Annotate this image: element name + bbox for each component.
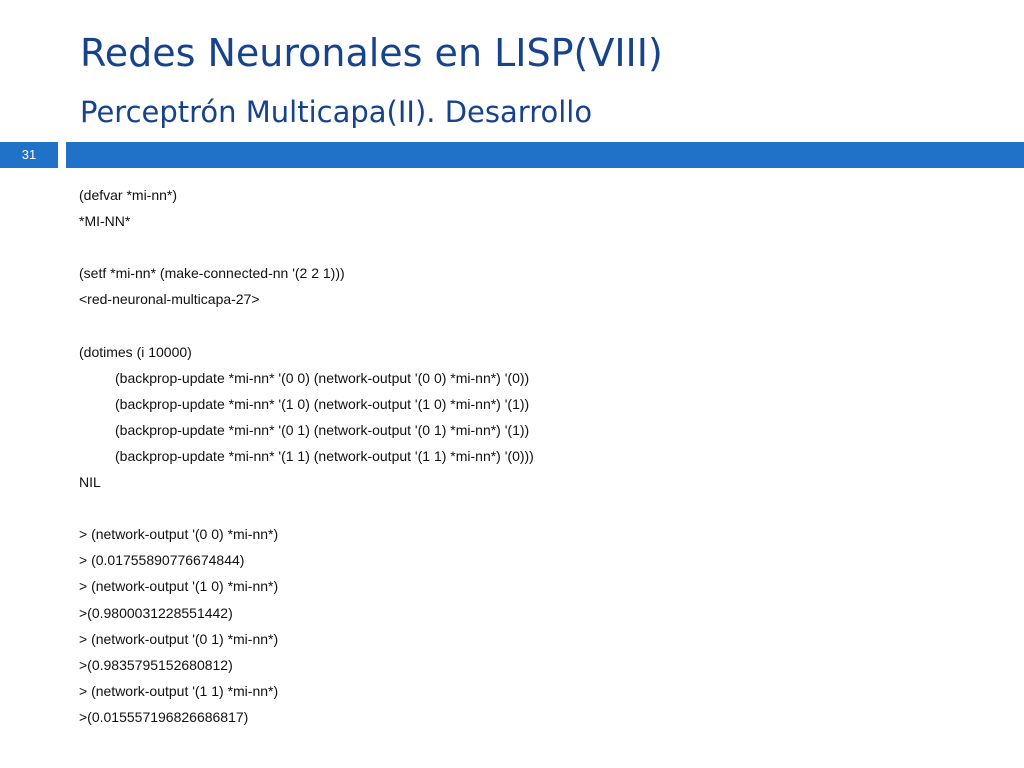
code-line: NIL <box>79 474 101 491</box>
code-line: <red-neuronal-multicapa-27> <box>79 291 260 308</box>
code-line: (backprop-update *mi-nn* '(0 1) (network-output '(0 1) *mi-nn*) '(1)) <box>115 421 530 438</box>
code-line: > (network-output '(0 0) *mi-nn*) <box>79 526 279 543</box>
slide-number: 31 <box>0 142 58 168</box>
blank-line <box>79 312 534 338</box>
code-line: (backprop-update *mi-nn* '(1 1) (network-output '(1 1) *mi-nn*) '(0))) <box>115 447 534 464</box>
code-line: (backprop-update *mi-nn* '(0 0) (network-output '(0 0) *mi-nn*) '(0)) <box>115 369 530 386</box>
code-line: (defvar *mi-nn*) <box>79 187 178 203</box>
blank-line <box>79 234 534 260</box>
code-line: (backprop-update *mi-nn* '(1 0) (network-output '(1 0) *mi-nn*) '(1)) <box>115 395 530 412</box>
slide-subtitle: Perceptrón Multicapa(II). Desarrollo <box>80 95 593 129</box>
code-block <box>79 182 534 730</box>
code-line: > (0.01755890776674844) <box>79 552 245 569</box>
code-line: >(0.9835795152680812) <box>79 656 233 673</box>
code-line: >(0.015557196826686817) <box>79 708 249 725</box>
slide-title: Redes Neuronales en LISP(VIII) <box>80 31 663 75</box>
code-line: *MI-NN* <box>79 213 131 230</box>
code-line: (dotimes (i 10000) <box>79 343 192 360</box>
code-line: >(0.9800031228551442) <box>79 604 233 621</box>
code-line: > (network-output '(0 1) *mi-nn*) <box>79 630 279 647</box>
code-line: > (network-output '(1 1) *mi-nn*) <box>79 682 279 699</box>
header-bar <box>66 142 1024 168</box>
code-line: (setf *mi-nn* (make-connected-nn '(2 2 1))) <box>79 265 345 282</box>
code-line: > (network-output '(1 0) *mi-nn*) <box>79 578 279 595</box>
blank-line <box>79 495 534 521</box>
